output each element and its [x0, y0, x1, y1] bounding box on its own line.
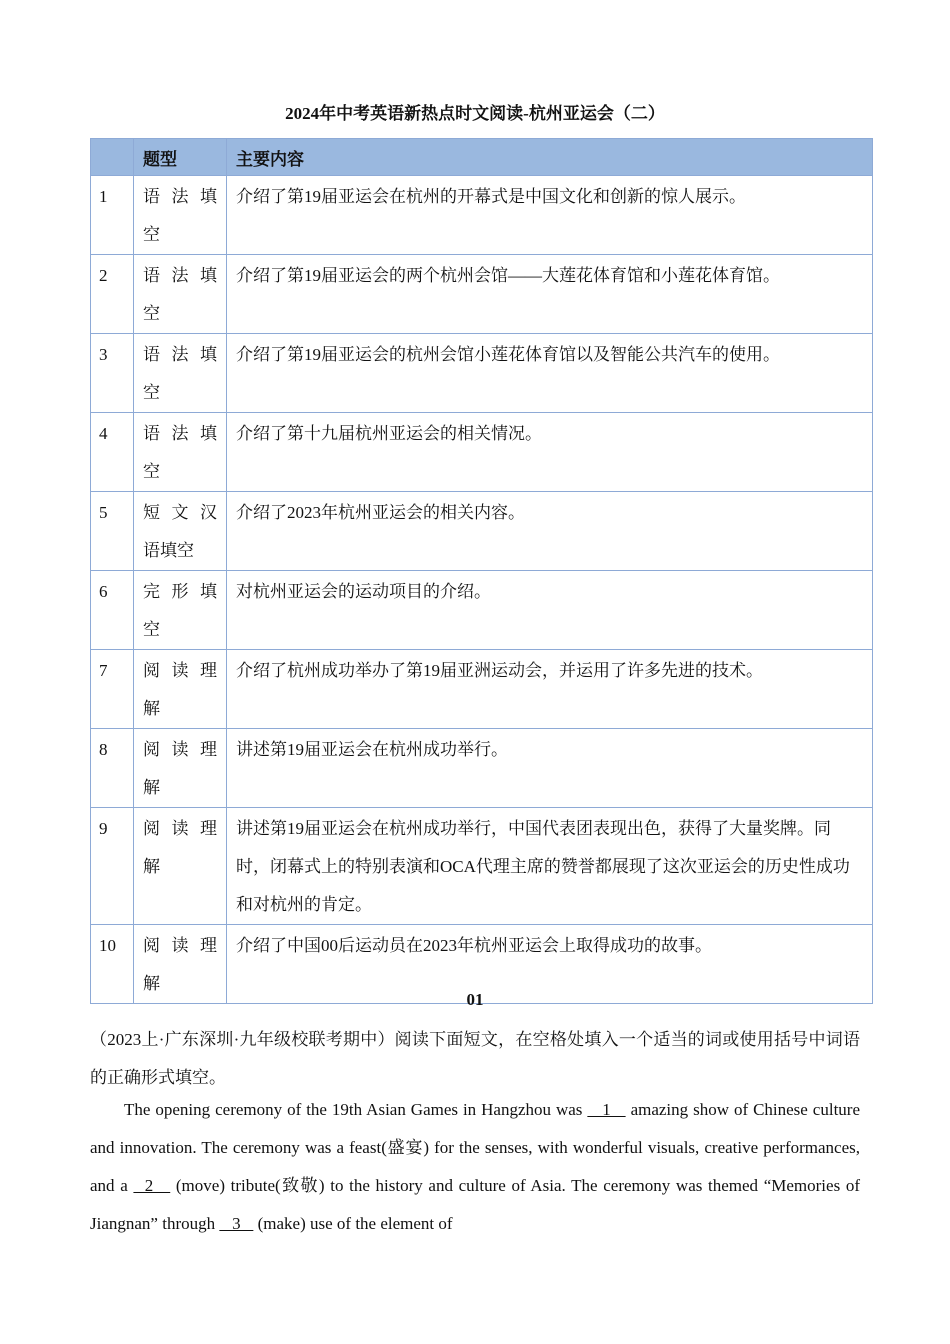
question-type-line1 — [143, 573, 217, 611]
question-type-line2: 空 — [143, 462, 160, 481]
passage-text: amazing show of Chinese culture and innovation. The ceremony was a feast(盛宴) for the senses, with wonderful visuals, creative performances, and a — [90, 1100, 860, 1195]
question-type-char: 语 — [143, 266, 160, 285]
question-type-char: 阅 — [143, 819, 160, 838]
table-row — [91, 808, 873, 925]
table-row — [91, 413, 873, 492]
question-type-char: 读 — [171, 661, 189, 680]
header-main-content: 主要内容 — [227, 139, 873, 176]
row-number: 2 — [91, 255, 134, 334]
question-type-char: 语 — [143, 345, 160, 364]
main-content: 介绍了杭州成功举办了第19届亚洲运动会，并运用了许多先进的技术。 — [227, 650, 873, 729]
table-row — [91, 334, 873, 413]
main-content: 讲述第19届亚运会在杭州成功举行，中国代表团表现出色，获得了大量奖牌。同时，闭幕式上的特别表演和OCA代理主席的赞誉都展现了这次亚运会的历史性成功和对杭州的肯定。 — [227, 808, 873, 925]
question-type-line2: 空 — [143, 225, 160, 244]
row-number: 8 — [91, 729, 134, 808]
row-number: 1 — [91, 176, 134, 255]
table-row — [91, 176, 873, 255]
question-type-char: 形 — [171, 582, 189, 601]
question-type-line2: 空 — [143, 620, 160, 639]
main-content: 介绍了第19届亚运会的杭州会馆小莲花体育馆以及智能公共汽车的使用。 — [227, 334, 873, 413]
table-row — [91, 571, 873, 650]
question-type-line2: 解 — [143, 778, 160, 797]
question-type-char: 阅 — [143, 661, 160, 680]
question-type-char: 填 — [200, 424, 217, 443]
question-type — [134, 808, 227, 925]
main-content: 介绍了2023年杭州亚运会的相关内容。 — [227, 492, 873, 571]
question-type-line2: 空 — [143, 304, 160, 323]
question-type — [134, 255, 227, 334]
question-type-line1 — [143, 652, 217, 690]
question-type-char: 法 — [171, 187, 189, 206]
main-content: 介绍了第19届亚运会的两个杭州会馆——大莲花体育馆和小莲花体育馆。 — [227, 255, 873, 334]
table-row — [91, 650, 873, 729]
question-type-line1 — [143, 494, 217, 532]
question-type-char: 填 — [200, 582, 217, 601]
main-content: 介绍了第19届亚运会在杭州的开幕式是中国文化和创新的惊人展示。 — [227, 176, 873, 255]
question-type-char: 法 — [171, 345, 189, 364]
question-type-char: 读 — [171, 936, 189, 955]
question-type-line2: 空 — [143, 383, 160, 402]
table-row — [91, 492, 873, 571]
question-type-char: 理 — [200, 661, 217, 680]
row-number: 10 — [91, 925, 134, 1004]
question-type — [134, 413, 227, 492]
row-number: 6 — [91, 571, 134, 650]
question-type — [134, 729, 227, 808]
question-type-line1 — [143, 178, 217, 216]
question-type — [134, 650, 227, 729]
question-type-char: 语 — [143, 187, 160, 206]
document-title: 2024年中考英语新热点时文阅读-杭州亚运会（二） — [285, 104, 665, 123]
question-type-line2: 语填空 — [143, 541, 194, 560]
header-question-type: 题型 — [134, 139, 227, 176]
row-number: 3 — [91, 334, 134, 413]
question-type-char: 短 — [143, 503, 160, 522]
row-number: 5 — [91, 492, 134, 571]
question-type-char: 填 — [200, 187, 217, 206]
question-type-char: 完 — [143, 582, 160, 601]
passage-text: (make) use of the element of — [253, 1214, 453, 1233]
table-row — [91, 729, 873, 808]
question-type-line2: 解 — [143, 699, 160, 718]
question-type-char: 读 — [171, 819, 189, 838]
main-content: 介绍了第十九届杭州亚运会的相关情况。 — [227, 413, 873, 492]
blank-3: 3 — [219, 1214, 254, 1233]
question-type-char: 理 — [200, 740, 217, 759]
question-type-line1 — [143, 810, 217, 848]
question-type-char: 填 — [200, 266, 217, 285]
main-content: 对杭州亚运会的运动项目的介绍。 — [227, 571, 873, 650]
table-header-row — [91, 139, 873, 176]
question-type — [134, 571, 227, 650]
question-type-line1 — [143, 731, 217, 769]
main-content: 讲述第19届亚运会在杭州成功举行。 — [227, 729, 873, 808]
question-type-char: 法 — [171, 266, 189, 285]
blank-2: 2 — [133, 1176, 171, 1195]
question-type-line1 — [143, 927, 217, 965]
header-number — [91, 139, 134, 176]
question-type-line1 — [143, 415, 217, 453]
question-type-line2: 解 — [143, 974, 160, 993]
question-type — [134, 176, 227, 255]
question-type-line1 — [143, 257, 217, 295]
question-type-char: 语 — [143, 424, 160, 443]
passage-paragraph — [90, 1091, 860, 1243]
question-type-char: 阅 — [143, 740, 160, 759]
row-number: 9 — [91, 808, 134, 925]
row-number: 4 — [91, 413, 134, 492]
question-type-char: 汉 — [200, 503, 217, 522]
question-type-line1 — [143, 336, 217, 374]
passage-text: The opening ceremony of the 19th Asian Games in Hangzhou was — [124, 1100, 588, 1119]
section-number: 01 — [466, 990, 484, 1009]
blank-1: 1 — [587, 1100, 626, 1119]
summary-table — [90, 138, 873, 1004]
question-type-line2: 解 — [143, 857, 160, 876]
question-type-char: 文 — [171, 503, 189, 522]
row-number: 7 — [91, 650, 134, 729]
question-type-char: 阅 — [143, 936, 160, 955]
question-type — [134, 492, 227, 571]
passage-text: (move) tribute(致敬) to the history and culture of Asia. The ceremony was themed “Memories of Jiangnan” through — [90, 1176, 861, 1233]
question-type — [134, 334, 227, 413]
question-type-char: 法 — [171, 424, 189, 443]
question-type-char: 理 — [200, 819, 217, 838]
main-content: 介绍了中国00后运动员在2023年杭州亚运会上取得成功的故事。 — [227, 925, 873, 1004]
question-type-char: 理 — [200, 936, 217, 955]
question-type-char: 填 — [200, 345, 217, 364]
question-type-char: 读 — [171, 740, 189, 759]
table-row — [91, 255, 873, 334]
instructions: （2023上·广东深圳·九年级校联考期中）阅读下面短文，在空格处填入一个适当的词或使用括号中词语的正确形式填空。 — [90, 1030, 860, 1087]
